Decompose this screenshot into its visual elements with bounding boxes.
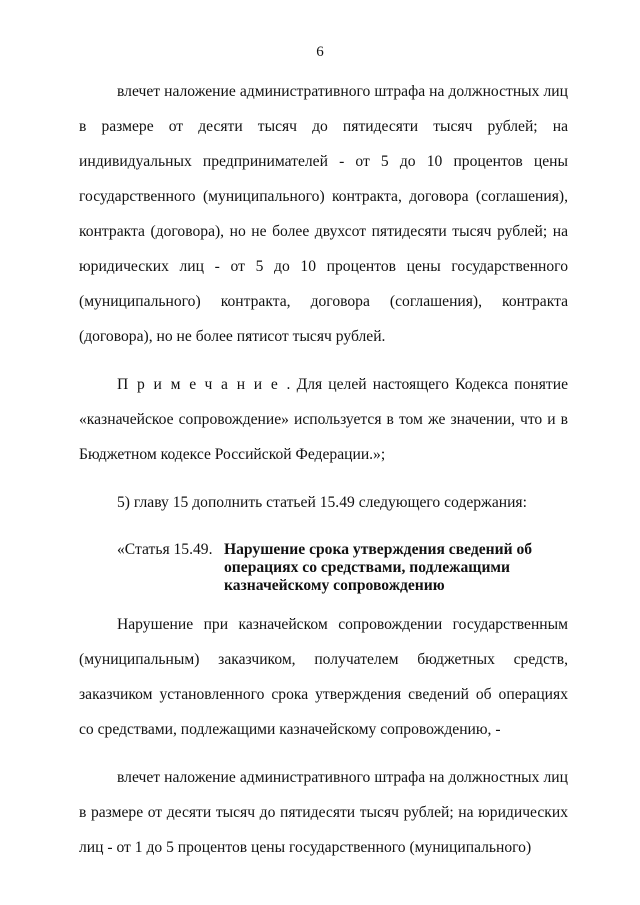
violation-paragraph: Нарушение при казначейском сопровождении государственным (муниципальным) заказчиком, получателем бюджетных средств, заказчиком установленного срока утверждения сведений об операциях со средствами, подлежащими казначейскому сопровождению, - [79,616,568,739]
article-title-line: казначейскому сопровождению [224,576,445,594]
amendment-item-5: 5) главу 15 дополнить статьей 15.49 следующего содержания: [117,494,527,511]
page-number: 6 [316,44,324,60]
note-label: Примечание [117,376,287,393]
article-number: «Статья 15.49. [117,541,213,558]
article-title [224,541,568,594]
document-body [79,74,568,865]
article-heading [79,533,568,594]
article-title-line: Нарушение срока утверждения сведений об [224,541,533,558]
note-paragraph [79,367,568,472]
paragraph-penalty-2: влечет наложение административного штрафа на должностных лиц в размере от десяти тысяч до пятидесяти тысяч рублей; на юридических лиц - от 1 до 5 процентов цены государственного (муниципального) [79,769,568,857]
note-text: . Для целей настоящего Кодекса понятие «казначейское сопровождение» используется в том же значении, что и в Бюджетном кодексе Российской Федерации.»; [79,376,568,463]
article-title-line: операциях со средствами, подлежащими [224,558,511,576]
paragraph-penalty-1: влечет наложение административного штрафа на должностных лиц в размере от десяти тысяч до пятидесяти тысяч рублей; на индивидуальных предпринимателей - от 5 до 10 процентов цены государственного (муниципального) контракта, договора (соглашения), контракта (договора), но не более двухсот пятидесяти тысяч рублей; на юридических лиц - от 5 до 10 процентов цены государственного (муниципального) контракта, договора (соглашения), контракта (договора), но не более пятисот тысяч рублей. [79,83,568,345]
